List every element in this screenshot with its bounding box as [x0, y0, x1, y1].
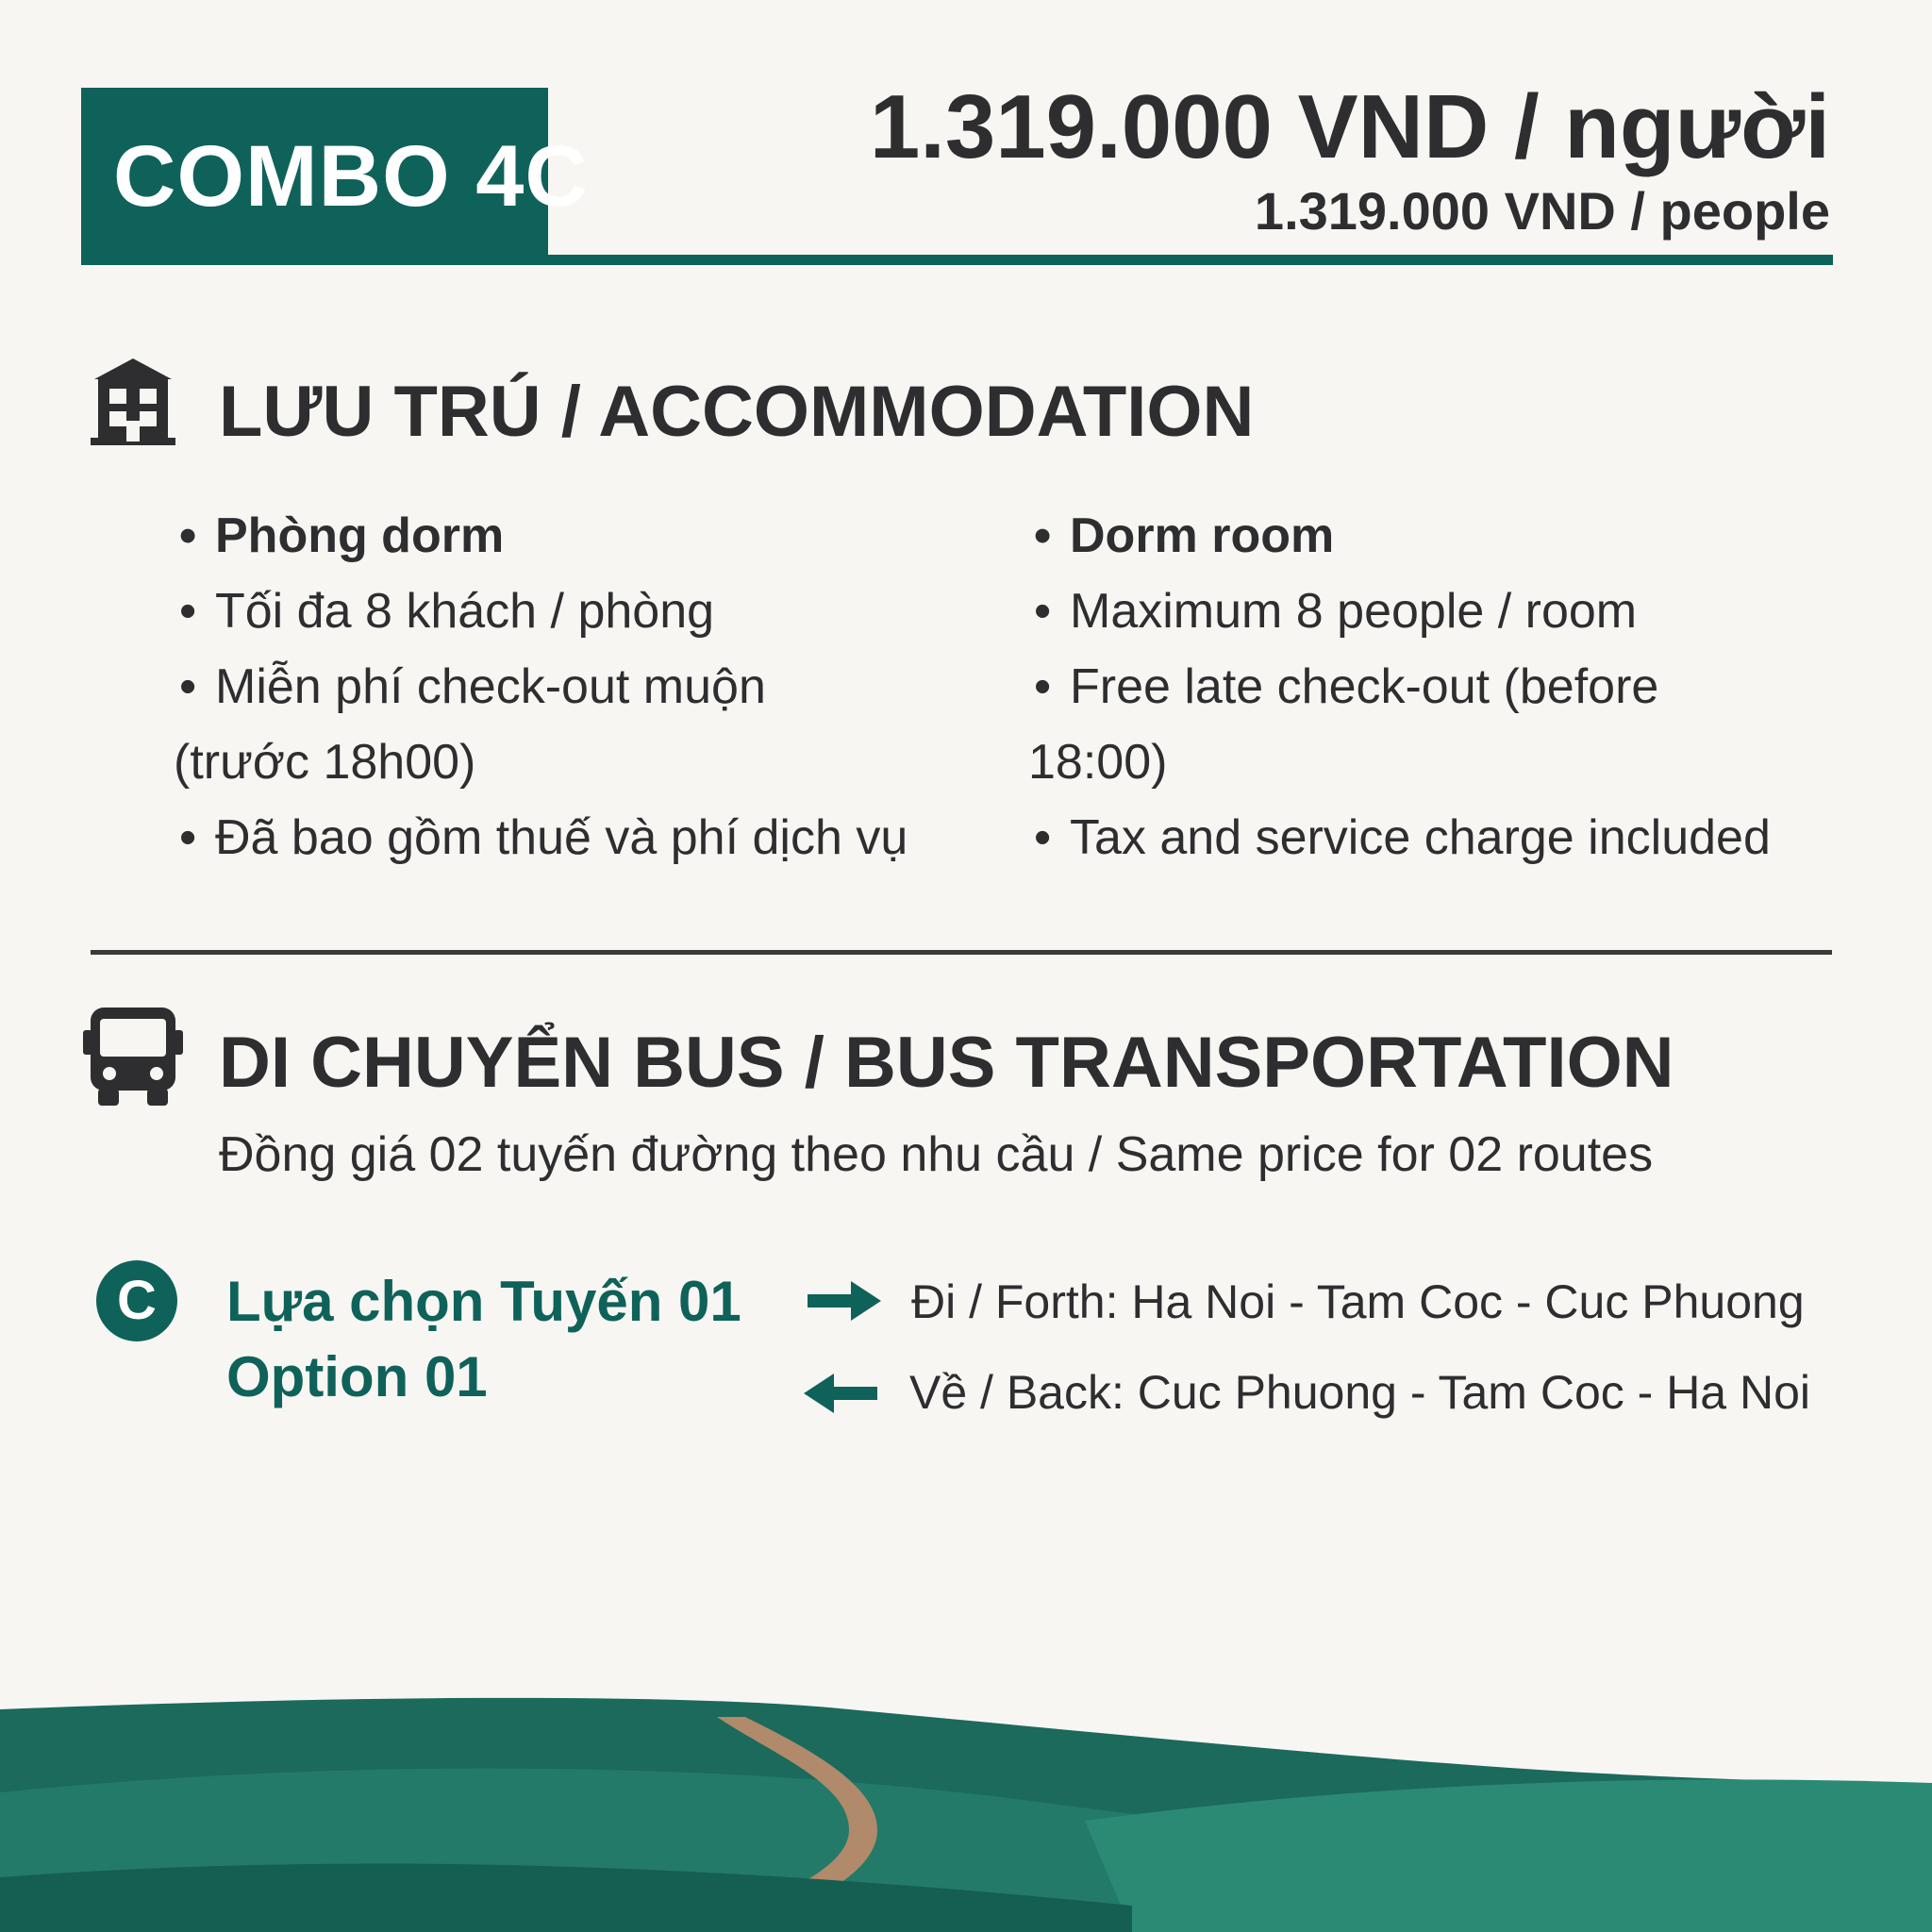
combo-title: COMBO 4C [113, 128, 589, 225]
section-divider [91, 950, 1832, 955]
option-title-en: Option 01 [226, 1345, 488, 1408]
list-item: • Free late check-out (before [1034, 659, 1659, 714]
accommodation-list-vi [174, 498, 985, 875]
header-underline [81, 255, 1833, 265]
bus-title: DI CHUYỂN BUS / BUS TRANSPORTATION [219, 1023, 1674, 1103]
landscape-illustration [0, 1641, 1932, 1932]
list-item: • Maximum 8 people / room [1034, 584, 1638, 639]
price-english: 1.319.000 VND / people [1254, 181, 1830, 241]
route-forth: Đi / Forth: Ha Noi - Tam Coc - Cuc Phuong [911, 1275, 1805, 1328]
bus-icon [83, 1006, 183, 1108]
list-item: • Phòng dorm [179, 508, 505, 563]
arrow-right-icon [808, 1279, 881, 1323]
arrow-left-icon [804, 1372, 877, 1415]
bus-subtitle: Đồng giá 02 tuyến đường theo nhu cầu / Same price for 02 routes [219, 1127, 1654, 1182]
route-back: Về / Back: Cuc Phuong - Tam Coc - Ha Noi [909, 1366, 1811, 1419]
building-icon [87, 355, 179, 447]
list-item-continuation: 18:00) [1028, 735, 1168, 790]
price-vietnamese: 1.319.000 VND / người [869, 76, 1830, 177]
list-item: • Tax and service charge included [1034, 810, 1771, 865]
accommodation-title: LƯU TRÚ / ACCOMMODATION [219, 372, 1255, 452]
list-item: • Đã bao gồm thuế và phí dịch vụ [179, 810, 908, 865]
list-item: • Dorm room [1034, 508, 1335, 563]
option-title-vi: Lựa chọn Tuyến 01 [226, 1270, 741, 1333]
option-badge: C [96, 1260, 177, 1341]
list-item: • Miễn phí check-out muộn [179, 659, 766, 714]
accommodation-list-en [1028, 498, 1840, 875]
list-item-continuation: (trước 18h00) [174, 735, 476, 790]
list-item: • Tối đa 8 khách / phòng [179, 584, 715, 639]
